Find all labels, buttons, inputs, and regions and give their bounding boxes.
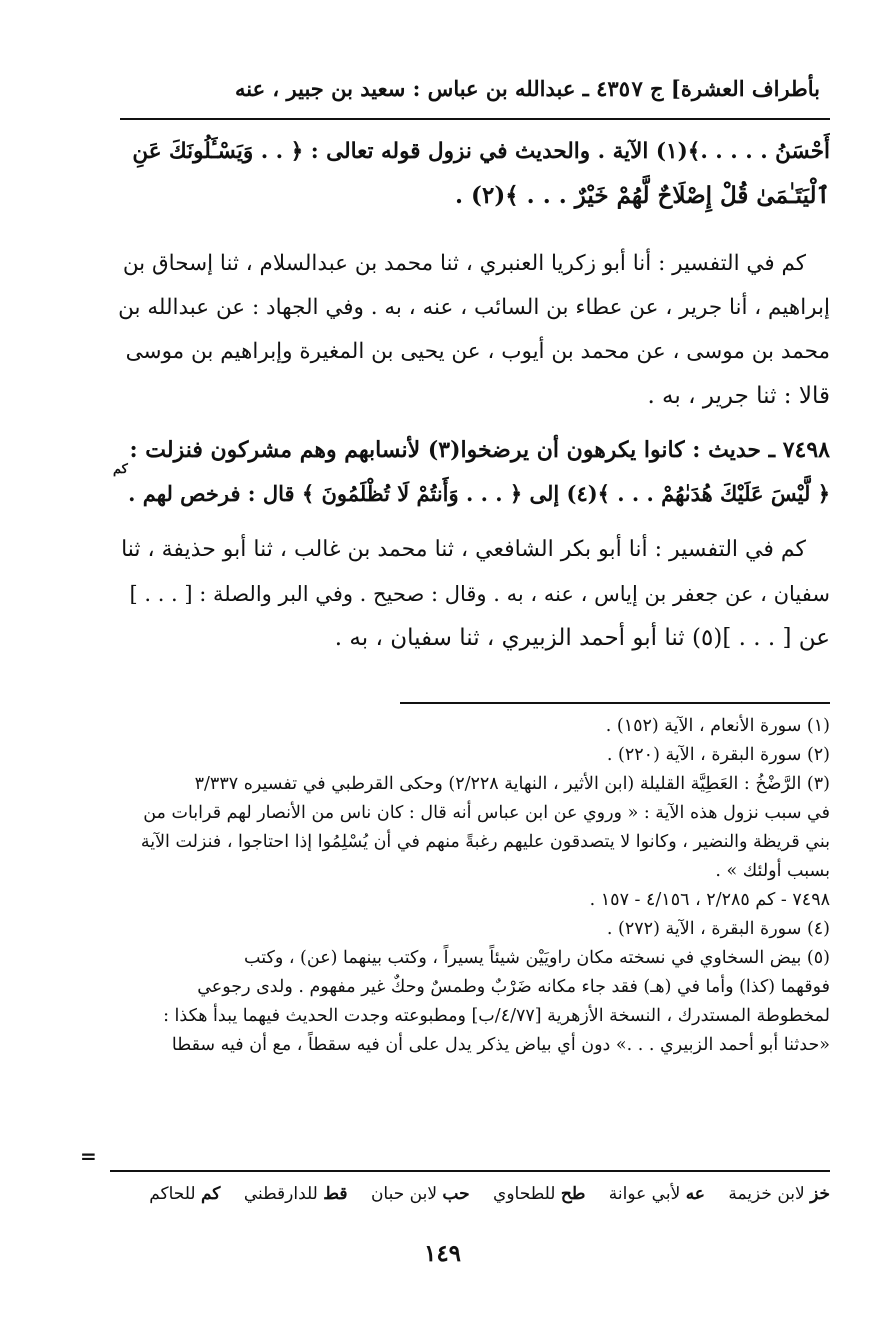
text-line: أَحْسَنُ . . . . .﴾(١) الآية . والحديث في نزول قوله تعالى : ﴿ . . وَيَسْـَٔلُونَكَ عَنِ xyxy=(132,139,830,164)
text-line: محمد بن موسى ، عن محمد بن أيوب ، عن يحيى بن المغيرة وإبراهيم بن موسى xyxy=(125,339,830,364)
page-number: ١٤٩ xyxy=(423,1240,462,1267)
footnote-line: بني قريظة والنضير ، وكانوا لا يتصدقون عليهم رغبةً منهم في أن يُسْلِمُوا إذا احتاجوا ، فنزلت الآية xyxy=(140,832,830,852)
footnote-line: (٤) سورة البقرة ، الآية (٢٧٢) . xyxy=(606,919,830,939)
sigla-abbr: عه xyxy=(685,1184,705,1204)
footnote-line: ٧٤٩٨ - كم ٢/٢٨٥ ، ٤/١٥٦ - ١٥٧ . xyxy=(589,890,830,910)
text-line: كم في التفسير : أنا أبو بكر الشافعي ، ثنا محمد بن غالب ، ثنا أبو حذيفة ، ثنا xyxy=(121,537,806,562)
sigla-abbr: خز xyxy=(810,1184,830,1204)
header-chapter-title: ٤٣٥ ـ عبدالله بن عباس : سعيد بن جبير ، عنه xyxy=(235,76,630,101)
sigla-legend xyxy=(110,1180,830,1208)
hadith-7498-paragraph xyxy=(118,428,830,516)
footnote-line: فوقهما (كذا) وأما في (هـ) فقد جاء مكانه ضَرْبٌ وطمسٌ وحكٌ غير مفهوم . ولدى رجوعي xyxy=(197,977,830,997)
footnote-line: (٢) سورة البقرة ، الآية (٢٢٠) . xyxy=(606,745,830,765)
footnote-line: في سبب نزول هذه الآية : « وروي عن ابن عباس أنه قال : كان ناس من الأنصار لهم قرابات من xyxy=(143,803,830,823)
text-line: عن [ . . . ](٥) ثنا أبو أحمد الزبيري ، ثنا سفيان ، به . xyxy=(334,625,830,651)
header-rule xyxy=(120,118,830,120)
sigla-text: لأبي عوانة xyxy=(608,1184,681,1204)
sigla-abbr: قط xyxy=(323,1184,348,1204)
sigla-text: لابن حبان xyxy=(370,1184,438,1204)
continuation-mark: = xyxy=(80,1144,97,1168)
sigla-item xyxy=(244,1180,348,1208)
sigla-item xyxy=(728,1180,830,1208)
footnotes xyxy=(110,712,830,1060)
sigla-rule xyxy=(110,1170,830,1172)
footnote-line: (١) سورة الأنعام ، الآية (١٥٢) . xyxy=(605,716,830,736)
text-line: ﴿ لَّيْسَ عَلَيْكَ هُدَىٰهُمْ . . . ﴾(٤) إلى ﴿ . . . وَأَنتُمْ لَا تُظْلَمُونَ ﴾ قال : فرخص لهم . xyxy=(128,481,830,506)
text-line: قالا : ثنا جرير ، به . xyxy=(647,383,830,409)
footnote-line: (٥) بيض السخاوي في نسخته مكان راويَيْن شيئاً يسيراً ، وكتب بينهما (عن) ، وكتب xyxy=(244,948,830,968)
text-line: كم في التفسير : أنا أبو زكريا العنبري ، ثنا محمد بن عبدالسلام ، ثنا إسحاق بن xyxy=(122,251,806,276)
header-book-title: بأطراف العشرة] ج ٧ xyxy=(631,76,820,101)
sigla-abbr: حب xyxy=(442,1184,470,1204)
text-line: سفيان ، عن جعفر بن إياس ، عنه ، به . وقال : صحيح . وفي البر والصلة : [ . . . ] xyxy=(129,582,830,606)
text-line: إبراهيم ، أنا جرير ، عن عطاء بن السائب ، عنه ، به . وفي الجهاد : عن عبدالله بن xyxy=(118,295,830,320)
sigla-abbr: كم xyxy=(200,1184,221,1204)
text-line: ٧٤٩٨ ـ حديث : كانوا يكرهون أن يرضخوا(٣) لأنسابهم وهم مشركون فنزلت : xyxy=(129,437,830,463)
isnad-paragraph-2 xyxy=(118,528,830,660)
isnad-paragraph-1 xyxy=(118,242,830,418)
footnote-separator xyxy=(400,702,830,704)
sigla-text: لابن خزيمة xyxy=(728,1184,805,1204)
sigla-abbr: طح xyxy=(560,1184,586,1204)
sigla-item xyxy=(609,1180,705,1208)
quran-intro-paragraph xyxy=(118,130,830,218)
footnote-line: بسبب أولئك » . xyxy=(715,861,830,881)
text-line: ٱلْيَتَـٰمَىٰ قُلْ إِصْلَاحٌ لَّهُمْ خَيْرٌ . . . ﴾(٢) . xyxy=(455,182,830,209)
sigla-text: للدارقطني xyxy=(243,1184,318,1204)
sigla-text: للحاكم xyxy=(149,1184,196,1204)
sigla-item xyxy=(149,1180,220,1208)
sigla-item xyxy=(371,1180,470,1208)
footnote-line: «حدثنا أبو أحمد الزبيري . . .» دون أي بياض يذكر يدل على أن فيه سقطاً ، مع أن فيه سقطا xyxy=(171,1035,830,1055)
margin-mark: كم xyxy=(113,462,128,477)
running-header xyxy=(120,70,820,110)
sigla-item xyxy=(493,1180,585,1208)
sigla-text: للطحاوي xyxy=(493,1184,556,1204)
footnote-line: لمخطوطة المستدرك ، النسخة الأزهرية [٤/٧٧/ب] ومطبوعته وجدت الحديث فيهما يبدأ هكذا : xyxy=(163,1006,830,1026)
footnote-line: (٣) الرَّضْخُ : العَطِيَّة القليلة (ابن الأثير ، النهاية ٢/٢٢٨) وحكى القرطبي في تفسيره ٣/٣٣٧ xyxy=(194,774,830,794)
